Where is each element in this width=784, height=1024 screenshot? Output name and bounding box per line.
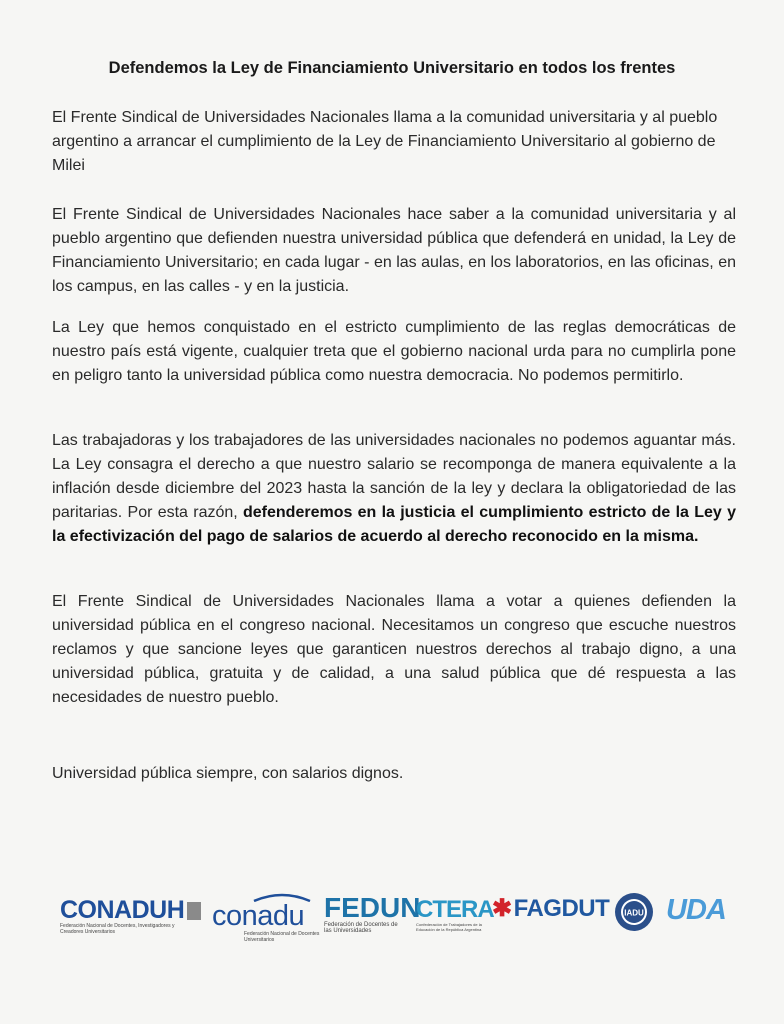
union-logos — [56, 880, 736, 950]
page-title: Defendemos la Ley de Financiamiento Universitario en todos los frentes — [108, 59, 676, 77]
asterisk-icon: ✱ — [492, 895, 512, 922]
ctera-logo-subtitle: Confederación de Trabajadores de la Educación de la República Argentina — [416, 922, 482, 932]
uda-logo — [666, 896, 726, 925]
iadu-logo-name: IADU — [624, 908, 644, 918]
conaduh-logo-name: CONADU — [60, 896, 167, 924]
paragraph-intro: El Frente Sindical de Universidades Nacionales llama a la comunidad universitaria y al pueblo argentino a arrancar el cumplimiento de la Ley de Financiamiento Universitario al gobierno de Milei — [52, 109, 718, 174]
iadu-logo — [614, 892, 654, 932]
conadu-logo-subtitle: Federación Nacional de Docentes Universitarios — [244, 931, 320, 943]
bar-icon — [187, 902, 201, 920]
fedun-logo — [324, 894, 420, 934]
ctera-logo — [416, 898, 494, 932]
paragraph-vote-call: El Frente Sindical de Universidades Nacionales llama a votar a quienes defienden la universidad pública en el congreso nacional. Necesitamos un congreso que escuche nuestros reclamos y que sancione leyes que garanticen nuestros derechos al trabajo digno, a una universidad pública, gratuita y de calidad, a una salud pública que dé respuesta a las necesidades de nuestro pueblo. — [52, 593, 736, 706]
fedun-logo-name: FEDUN — [324, 892, 421, 923]
paragraph-salaries-text: Las trabajadoras y los trabajadores de las universidades nacionales no podemos aguantar más. La Ley consagra el derecho a que nuestro salario se recomponga de manera equivalente a la inflación desde diciembre del 2023 hasta la sanción de la ley y declara la obligatoriedad de las paritarias. Por esta razón, — [52, 432, 736, 521]
ctera-logo-name: CTERA — [416, 896, 494, 923]
paragraph-salaries — [52, 429, 736, 549]
fagdut-logo-name: FAGDUT — [513, 895, 610, 922]
conaduh-logo-suffix: H — [166, 896, 185, 924]
fagdut-logo — [492, 897, 609, 921]
paragraph-defense: El Frente Sindical de Universidades Nacionales hace saber a la comunidad universitaria y al pueblo argentino que defienden nuestra universidad pública que defenderá en unidad, la Ley de Financiamiento Universitario; en cada lugar - en las aulas, en los laboratorios, en las oficinas, en los campus, en las calles - y en la justicia. — [52, 206, 736, 295]
conaduh-logo — [60, 898, 201, 935]
fedun-logo-subtitle: Federación de Docentes de las Universidades — [324, 922, 398, 934]
paragraph-salaries-bold: defenderemos en la justicia el cumplimiento estricto de la Ley y la efectivización del pago de salarios de acuerdo al derecho reconocido en la misma. — [52, 504, 736, 545]
seal-icon — [614, 892, 654, 932]
conadu-logo-name: conadu — [212, 900, 305, 932]
closing-line: Universidad pública siempre, con salarios dignos. — [52, 765, 404, 782]
paragraph-law-in-force: La Ley que hemos conquistado en el estricto cumplimiento de las reglas democráticas de nuestro país está vigente, cualquier treta que el gobierno nacional urda para no cumplirla pone en peligro tanto la universidad pública como nuestra democracia. No podemos permitirlo. — [52, 319, 736, 384]
uda-logo-name: UDA — [666, 894, 726, 926]
conadu-logo — [212, 892, 324, 943]
conaduh-logo-subtitle: Federación Nacional de Docentes, Investigadores y Creadores Universitarios — [60, 923, 175, 935]
